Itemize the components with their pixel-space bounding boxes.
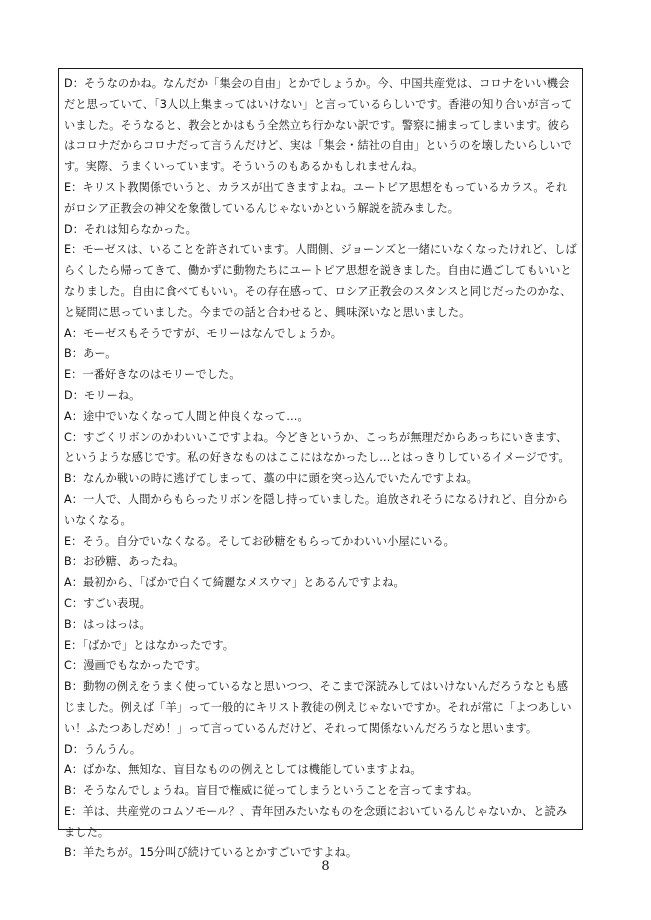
utterance: B：はっはっは。 xyxy=(64,617,151,631)
utterance: B：そうなんでしょうね。盲目で権威に従ってしまうということを言ってますね。 xyxy=(64,784,479,798)
utterance: B：動物の例えをうまく使っているなと思いつつ、そこまで深読みしてはいけないんだろうなとも感じました。例えば「羊」って一般的にキリスト教徒の例えじゃないですか。それが常に「よつあしいい！ふたつあしだめ！」って言っているんだけど、それって関係ないんだろうなと思います。 xyxy=(64,680,572,735)
utterance: A：一人で、人間からもらったリボンを隠し持っていました。追放されそうになるけれど、自分からいなくなる。 xyxy=(64,492,569,527)
utterance: A：ばかな、無知な、盲目なものの例えとしては機能していますよね。 xyxy=(64,763,422,777)
utterance: C：すごい表現。 xyxy=(64,596,151,610)
utterance: B：お砂糖、あったね。 xyxy=(64,555,185,569)
transcript xyxy=(64,74,578,864)
utterance: E：「ばかで」とはなかったです。 xyxy=(64,638,234,652)
utterance: C：漫画でもなかったです。 xyxy=(64,659,207,673)
utterance: A：途中でいなくなって人間と仲良くなって…。 xyxy=(64,409,309,423)
utterance: E：キリスト教関係でいうと、カラスが出てきますよね。ユートピア思想をもっているカラス。それがロシア正教会の神父を象徴しているんじゃないかという解説を読みました。 xyxy=(64,180,568,215)
utterance: D：それは知らなかった。 xyxy=(64,222,197,236)
utterance: A：最初から、「ばかで白くて綺麗なメスウマ」とあるんですよね。 xyxy=(64,576,405,590)
utterance: B：あー。 xyxy=(64,347,117,361)
utterance: E：そう。自分でいなくなる。そしてお砂糖をもらってかわいい小屋にいる。 xyxy=(64,534,455,548)
utterance: E：羊は、共産党のコムソモール？、青年団みたいなものを念頭においているんじゃないか、と読みました。 xyxy=(64,804,568,839)
utterance: B：羊たちが。15分叫び続けているとかすごいですよね。 xyxy=(64,846,358,860)
utterance: A：モーゼスもそうですが、モリーはなんでしょうか。 xyxy=(64,326,342,340)
utterance: D：モリーね。 xyxy=(64,388,141,402)
transcript-box xyxy=(58,68,583,860)
utterance: D：うんうん。 xyxy=(64,742,142,756)
utterance: E：一番好きなのはモリーでした。 xyxy=(64,368,241,382)
utterance: C：すごくリボンのかわいいこですよね。今どきというか、こっちが無理だからあっちにいきます、というような感じです。私の好きなものはここにはなかったし…とはっきりしているイメージです。 xyxy=(64,430,570,465)
utterance: D：そうなのかね。なんだか「集会の自由」とかでしょうか。今、中国共産党は、コロナをいい機会だと思っていて、「3人以上集まってはいけない」と言っているらしいです。香港の知り合いが言っていました。そうなると、教会とかはもう全然立ち行かない訳です。警察に捕まってしまいます。彼らはコロナだからコロナだって言うんだけど、実は「集会・結社の自由」というのを壊したいらしいです。実際、うまくいっています。そういうのもあるかもしれませんね。 xyxy=(64,77,573,174)
page-number: 8 xyxy=(321,859,330,874)
utterance: B：なんか戦いの時に逃げてしまって、藁の中に頭を突っ込んでいたんですよね。 xyxy=(64,472,478,486)
utterance: E：モーゼスは、いることを許されています。人間側、ジョーンズと一緒にいなくなったけれど、しばらくしたら帰ってきて、働かずに動物たちにユートピア思想を説きました。自由に過ごしてもいいとなりました。自由に食べてもいい。その存在感って、ロシア正教会のスタンスと同じだったのかな、と疑問に思っていました。今までの話と合わせると、興味深いなと思いました。 xyxy=(64,243,577,319)
